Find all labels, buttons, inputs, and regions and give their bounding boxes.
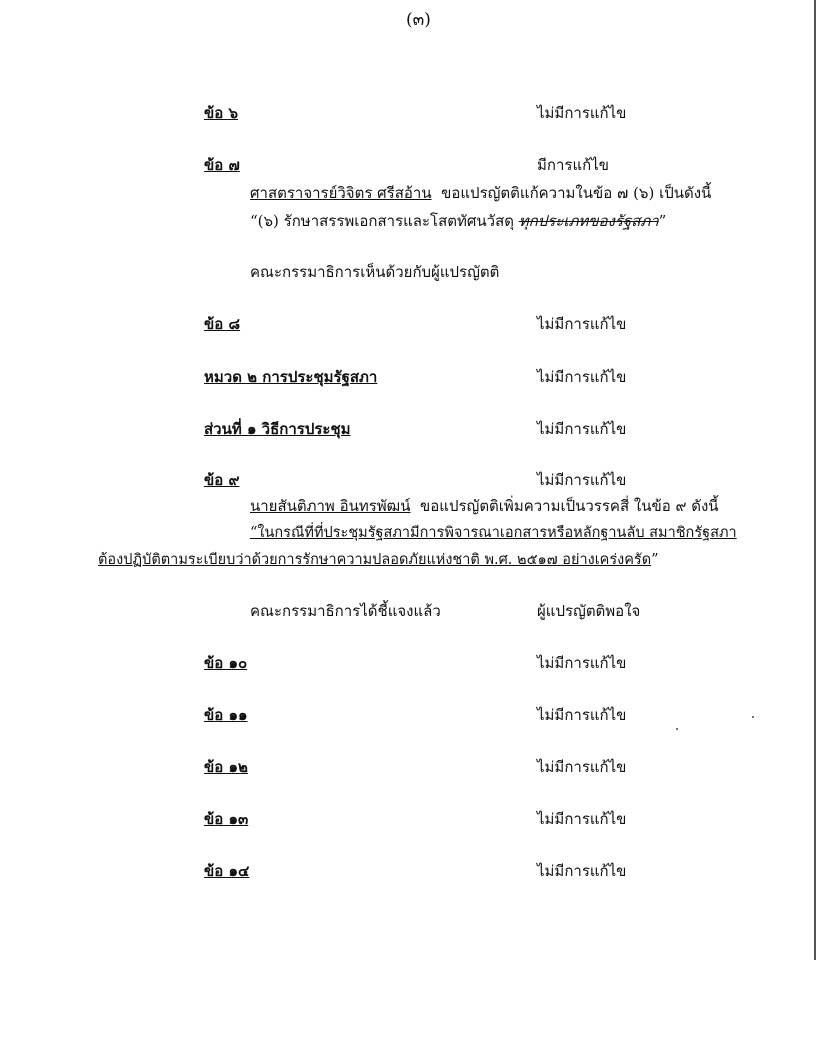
page-number: (๓): [406, 10, 431, 30]
amendment-7-proposer: ศาสตราจารย์วิจิตร ศรีสอ้าน: [250, 184, 432, 202]
chapter-2-status: ไม่มีการแก้ไข: [537, 368, 627, 386]
clause-status-12: ไม่มีการแก้ไข: [537, 758, 627, 776]
part-1-heading: ส่วนที่ ๑ วิธีการประชุม: [204, 420, 351, 438]
clause-label-7: ข้อ ๗: [204, 156, 240, 174]
clause-status-10: ไม่มีการแก้ไข: [537, 654, 627, 672]
clause-label-6: ข้อ ๖: [204, 104, 239, 122]
clause-label-12: ข้อ ๑๒: [204, 758, 248, 776]
amendment-9-line: [250, 496, 719, 516]
amendment-7-committee-note: คณะกรรมาธิการเห็นด้วยกับผู้แปรญัตติ: [250, 263, 500, 281]
amendment-9-quote-line-2: ต้องปฏิบัติตามระเบียบว่าด้วยการรักษาความปลอดภัยแห่งชาติ พ.ศ. ๒๕๑๗ อย่างเคร่งครัด: [98, 552, 652, 568]
clause-status-8: ไม่มีการแก้ไข: [537, 315, 627, 333]
clause-label-8: ข้อ ๘: [204, 315, 241, 333]
scan-speck: [752, 716, 754, 718]
amendment-9-request: ขอแปรญัตติเพิ่มความเป็นวรรคสี่ ในข้อ ๙ ดังนี้: [420, 497, 719, 515]
clause-status-13: ไม่มีการแก้ไข: [537, 810, 627, 828]
clause-status-7: มีการแก้ไข: [537, 156, 609, 174]
clause-label-9: ข้อ ๙: [204, 471, 240, 489]
clause-status-11: ไม่มีการแก้ไข: [537, 706, 627, 724]
clause-label-14: ข้อ ๑๔: [204, 862, 250, 880]
amendment-9-committee-note: คณะกรรมาธิการได้ชี้แจงแล้ว: [250, 602, 441, 620]
amendment-7-quote-end: ”: [658, 212, 667, 230]
amendment-7-line: [250, 183, 711, 203]
amendment-7-quote-text: “(๖) รักษาสรรพเอกสารและโสตทัศนวัสดุ: [250, 212, 514, 230]
clause-status-9: ไม่มีการแก้ไข: [537, 471, 627, 489]
clause-status-6: ไม่มีการแก้ไข: [537, 104, 627, 122]
clause-label-11: ข้อ ๑๑: [204, 706, 248, 724]
amendment-9-quote-line-2-wrap: [98, 550, 659, 570]
amendment-7-quote: [250, 211, 666, 231]
part-1-status: ไม่มีการแก้ไข: [537, 420, 627, 438]
amendment-9-proposer: นายสันติภาพ อินทรพัฒน์: [250, 497, 411, 515]
amendment-7-struck-text: ทุกประเภทของรัฐสภา: [518, 212, 659, 230]
scan-speck: [676, 728, 678, 730]
chapter-2-heading: หมวด ๒ การประชุมรัฐสภา: [204, 368, 378, 386]
amendment-7-request: ขอแปรญัตติแก้ความในข้อ ๗ (๖) เป็นดังนี้: [441, 184, 712, 202]
clause-label-13: ข้อ ๑๓: [204, 810, 249, 828]
amendment-9-quote-line-1: “ในกรณีที่ที่ประชุมรัฐสภามีการพิจารณาเอกสารหรือหลักฐานลับ สมาชิกรัฐสภา: [250, 525, 737, 541]
clause-status-14: ไม่มีการแก้ไข: [537, 862, 627, 880]
amendment-9-result: ผู้แปรญัตติพอใจ: [537, 602, 641, 620]
clause-label-10: ข้อ ๑๐: [204, 654, 248, 672]
amendment-9-quote-end: ”: [651, 552, 659, 568]
